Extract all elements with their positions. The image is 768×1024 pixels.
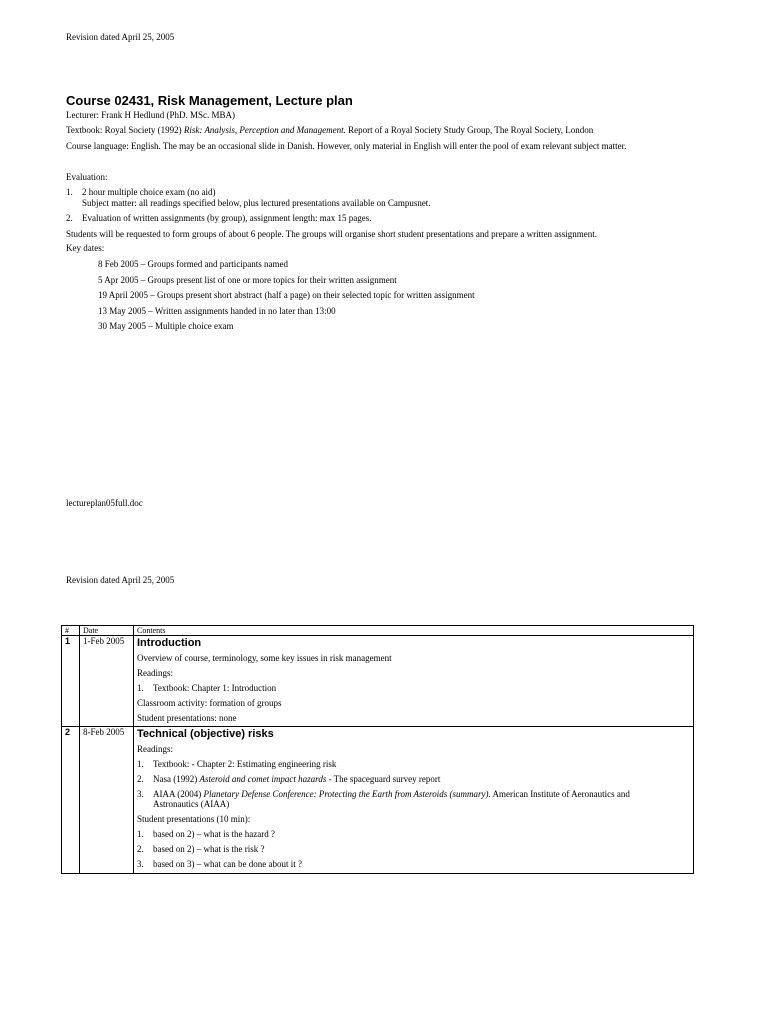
- evaluation-item-number: 1.: [66, 187, 73, 197]
- reading-item: [137, 759, 690, 769]
- table-header-row: [62, 626, 694, 636]
- lecture-number: 2: [62, 727, 80, 874]
- reading-description: American Institute of Aeronautics and Astronautics (AIAA): [153, 789, 630, 809]
- lecture-number: 1: [62, 636, 80, 727]
- key-dates-list: [98, 259, 475, 337]
- evaluation-item: [66, 213, 686, 224]
- revision-date: Revision dated April 25, 2005: [66, 32, 175, 42]
- lecture-plan-table: [61, 625, 694, 874]
- lecture-overview: Overview of course, terminology, some key issues in risk management: [137, 653, 392, 663]
- lecture-date: 8-Feb 2005: [80, 727, 134, 874]
- course-language: Course language: English. The may be an occasional slide in Danish. However, only material in English will enter the pool of exam relevant subject matter.: [66, 141, 627, 151]
- textbook-prefix: Textbook: Royal Society (1992): [66, 125, 184, 135]
- key-date-item: 8 Feb 2005 – Groups formed and participants named: [98, 259, 288, 269]
- presentation-number: 2.: [137, 844, 144, 854]
- header-contents: Contents: [134, 626, 694, 636]
- reading-text: [137, 789, 650, 809]
- table-row: [62, 727, 694, 874]
- key-date-item: 5 Apr 2005 – Groups present list of one or more topics for their written assignment: [98, 274, 397, 285]
- student-presentations-label: Student presentations (10 min):: [137, 814, 251, 824]
- evaluation-list: [66, 187, 686, 224]
- lecture-title: Introduction: [137, 637, 202, 649]
- key-date-item: 30 May 2005 – Multiple choice exam: [98, 321, 234, 331]
- evaluation-item: [66, 187, 686, 198]
- presentation-item: [137, 829, 690, 839]
- reading-description: - The spaceguard survey report: [326, 774, 441, 784]
- reading-item: [137, 683, 690, 693]
- textbook-line: [66, 125, 593, 136]
- table-row: [62, 636, 694, 727]
- evaluation-item-text: 2 hour multiple choice exam (no aid): [82, 187, 216, 197]
- header-number: #: [62, 626, 80, 636]
- presentation-item: [137, 859, 690, 869]
- reading-title: Asteroid and comet impact hazards: [199, 774, 327, 784]
- key-date-item: 19 April 2005 – Groups present short abstract (half a page) on their selected topic for written assignment: [98, 290, 475, 300]
- evaluation-item-text: Evaluation of written assignments (by group), assignment length: max 15 pages.: [82, 213, 372, 223]
- presentation-text: based on 2) – what is the hazard ?: [153, 829, 275, 839]
- lecturer-line: Lecturer: Frank H Hedlund (PhD. MSc. MBA): [66, 110, 235, 120]
- lecture-date: 1-Feb 2005: [80, 636, 134, 727]
- readings-label: Readings:: [137, 744, 173, 754]
- key-dates-label: Key dates:: [66, 243, 105, 253]
- key-date-item: 13 May 2005 – Written assignments handed in no later than 13:00: [98, 305, 336, 316]
- classroom-activity: Classroom activity: formation of groups: [137, 698, 282, 708]
- evaluation-item-detail: [66, 198, 686, 213]
- reading-title: Planetary Defense Conference: Protecting the Earth from Asteroids (summary).: [203, 789, 491, 799]
- textbook-title: Risk: Analysis, Perception and Management.: [183, 125, 346, 135]
- presentation-number: 3.: [137, 859, 144, 869]
- reading-text: Textbook: - Chapter 2: Estimating engineering risk: [153, 759, 337, 769]
- reading-author: Nasa (1992): [153, 774, 200, 784]
- reading-item: [137, 789, 690, 809]
- presentation-number: 1.: [137, 829, 144, 839]
- lecture-title: Technical (objective) risks: [137, 728, 274, 740]
- student-presentations: Student presentations: none: [137, 713, 237, 723]
- evaluation-label: Evaluation:: [66, 172, 108, 182]
- header-date: Date: [80, 626, 134, 636]
- lecture-contents: [134, 636, 694, 727]
- students-note: Students will be requested to form groups of about 6 people. The groups will organise short student presentations and prepare a written assignment.: [66, 229, 598, 239]
- evaluation-item-number: 2.: [66, 213, 73, 223]
- presentation-item: [137, 844, 690, 854]
- page-title: Course 02431, Risk Management, Lecture plan: [66, 93, 353, 108]
- readings-label: Readings:: [137, 668, 173, 678]
- presentation-text: based on 2) – what is the risk ?: [153, 844, 265, 854]
- document-filename: lectureplan05full.doc: [66, 498, 143, 508]
- reading-author: AIAA (2004): [153, 789, 204, 799]
- presentation-text: based on 3) – what can be done about it ?: [153, 859, 302, 869]
- reading-number: 2.: [137, 774, 144, 784]
- revision-date-page2: Revision dated April 25, 2005: [66, 575, 175, 585]
- reading-number: 3.: [137, 789, 144, 799]
- reading-item: [137, 774, 690, 784]
- evaluation-subject-matter: Subject matter: all readings specified below, plus lectured presentations available on Campusnet.: [82, 198, 431, 208]
- reading-text: [137, 774, 690, 784]
- reading-number: 1.: [137, 759, 144, 769]
- textbook-suffix: Report of a Royal Society Study Group, The Royal Society, London: [345, 125, 594, 135]
- reading-number: 1.: [137, 683, 144, 693]
- lecture-contents: [134, 727, 694, 874]
- reading-text: Textbook: Chapter 1: Introduction: [153, 683, 277, 693]
